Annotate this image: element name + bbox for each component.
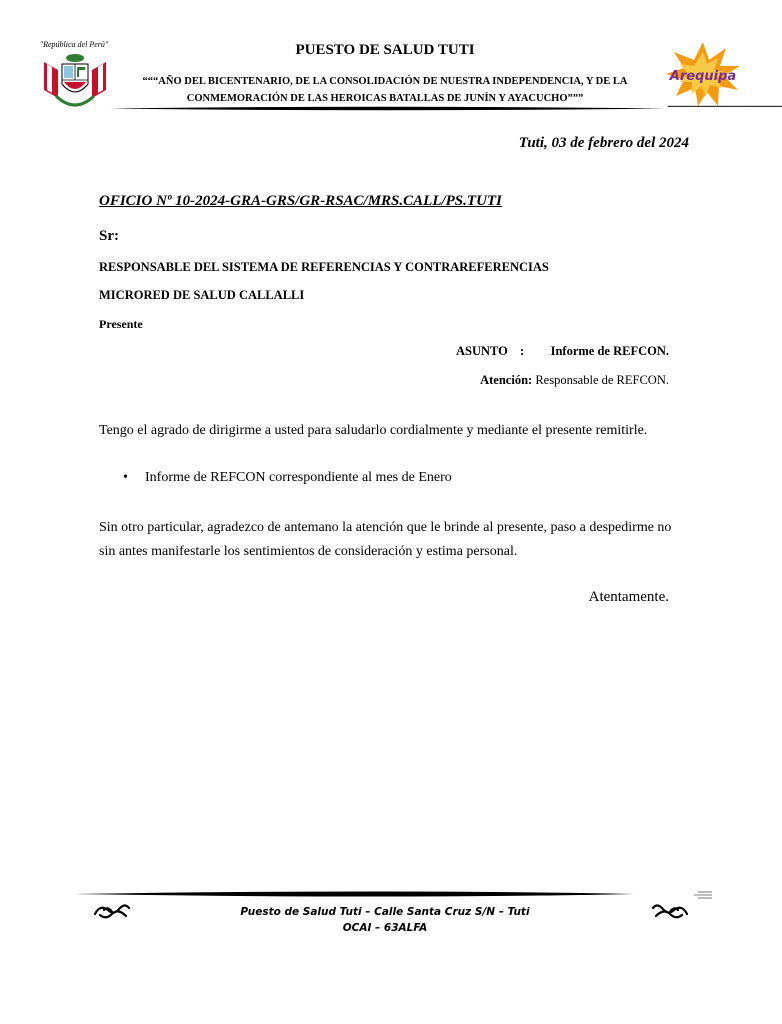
- recipient-title: RESPONSABLE DEL SISTEMA DE REFERENCIAS Y CONTRAREFERENCIAS: [99, 260, 549, 274]
- salutation: Sr:: [99, 228, 119, 244]
- attention-row: [380, 373, 669, 388]
- motto-line-2: CONMEMORACIÓN DE LAS HEROICAS BATALLAS DE JUNÍN Y AYACUCHO”””: [186, 93, 584, 104]
- bullet-text: Informe de REFCON correspondiente al mes de Enero: [145, 470, 452, 485]
- footer-divider: [74, 890, 714, 900]
- footer-ornament-right-icon: [650, 900, 690, 922]
- footer-address-line-1: Puesto de Salud Tuti – Calle Santa Cruz S/N – Tuti: [240, 906, 530, 918]
- seal-caption: "República del Perú": [39, 40, 109, 49]
- oficio-reference: OFICIO Nº 10-2024-GRA-GRS/GR-RSAC/MRS.CALL/PS.TUTI: [99, 193, 502, 209]
- subject-label: ASUNTO: [456, 344, 508, 358]
- letter-date: Tuti, 03 de febrero del 2024: [518, 135, 689, 151]
- arequipa-sun-logo-icon: [664, 40, 782, 108]
- body-paragraph-closing: Sin otro particular, agradezco de antemano la atención que le brinde al presente, paso a despedirme no sin antes manifestarle los sentimientos de consideración y estima personal.: [99, 520, 672, 559]
- peru-coat-of-arms-icon: [38, 40, 112, 112]
- logo-caption-line: ▬▬▬▬▬▬▬▬▬▬▬▬▬▬▬▬▬▬▬▬▬▬▬▬▬▬▬▬▬▬: [668, 103, 782, 108]
- recipient-organization: MICRORED DE SALUD CALLALLI: [99, 288, 305, 302]
- footer-ornament-left-icon: [92, 900, 132, 922]
- header-title: PUESTO DE SALUD TUTI: [295, 42, 475, 58]
- attention-label: Atención:: [480, 373, 533, 387]
- presente-label: Presente: [99, 317, 143, 331]
- motto-line-1: “““AÑO DEL BICENTENARIO, DE LA CONSOLIDACIÓN DE NUESTRA INDEPENDENCIA, Y DE LA: [142, 76, 628, 87]
- logo-text: Arequipa: [669, 69, 737, 84]
- closing-salutation: Atentamente.: [588, 589, 669, 605]
- bullet-icon: •: [123, 470, 128, 485]
- footer-address-line-2: OCAI – 63ALFA: [342, 922, 428, 934]
- header-motto: [140, 73, 630, 107]
- subject-value: Informe de REFCON.: [550, 344, 669, 358]
- header-divider: [110, 106, 665, 111]
- footer-address: [180, 904, 590, 936]
- body-paragraph-intro: Tengo el agrado de dirigirme a usted para saludarlo cordialmente y mediante el presente remitirle.: [99, 423, 648, 438]
- attention-value: Responsable de REFCON.: [535, 373, 669, 387]
- subject-colon: :: [520, 344, 525, 358]
